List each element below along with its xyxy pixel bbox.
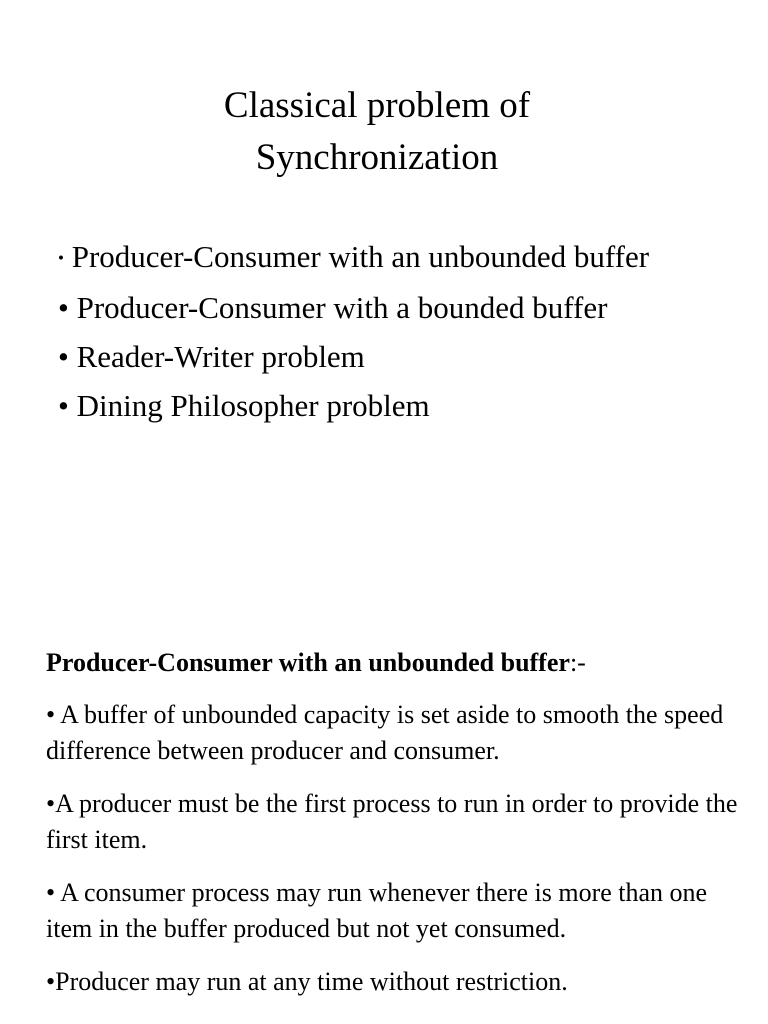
paragraph: • A buffer of unbounded capacity is set aside to smooth the speed difference between producer and consumer. bbox=[46, 700, 724, 765]
topic-item bbox=[58, 236, 718, 279]
topic-text: Producer-Consumer with a bounded buffer bbox=[76, 289, 608, 325]
topic-text: Dining Philosopher problem bbox=[76, 387, 430, 423]
title-line-1: Classical problem of bbox=[223, 85, 531, 126]
slide-title bbox=[0, 80, 754, 184]
bullet-icon: • bbox=[58, 387, 69, 423]
topic-text: Reader-Writer problem bbox=[76, 338, 365, 374]
title-line-2: Synchronization bbox=[255, 137, 499, 178]
topic-list bbox=[58, 236, 718, 434]
section-producer-consumer-unbounded bbox=[46, 645, 746, 1017]
bullet-icon: • bbox=[58, 289, 69, 325]
paragraph: •Producer may run at any time without restriction. bbox=[46, 967, 568, 996]
topic-item bbox=[58, 336, 718, 378]
topic-item bbox=[58, 287, 718, 329]
topic-item bbox=[58, 385, 718, 427]
paragraph: • A consumer process may run whenever there is more than one item in the buffer produced but not yet consumed. bbox=[46, 878, 708, 943]
bullet-icon: • bbox=[58, 338, 69, 374]
section-heading bbox=[46, 645, 746, 681]
paragraph: •A producer must be the first process to run in order to provide the first item. bbox=[46, 789, 738, 854]
bullet-icon: • bbox=[58, 248, 64, 268]
section-heading-suffix: :- bbox=[569, 648, 586, 677]
section-heading-text: Producer-Consumer with an unbounded buffer bbox=[46, 648, 570, 677]
topic-text: Producer-Consumer with an unbounded buffer bbox=[71, 239, 650, 274]
